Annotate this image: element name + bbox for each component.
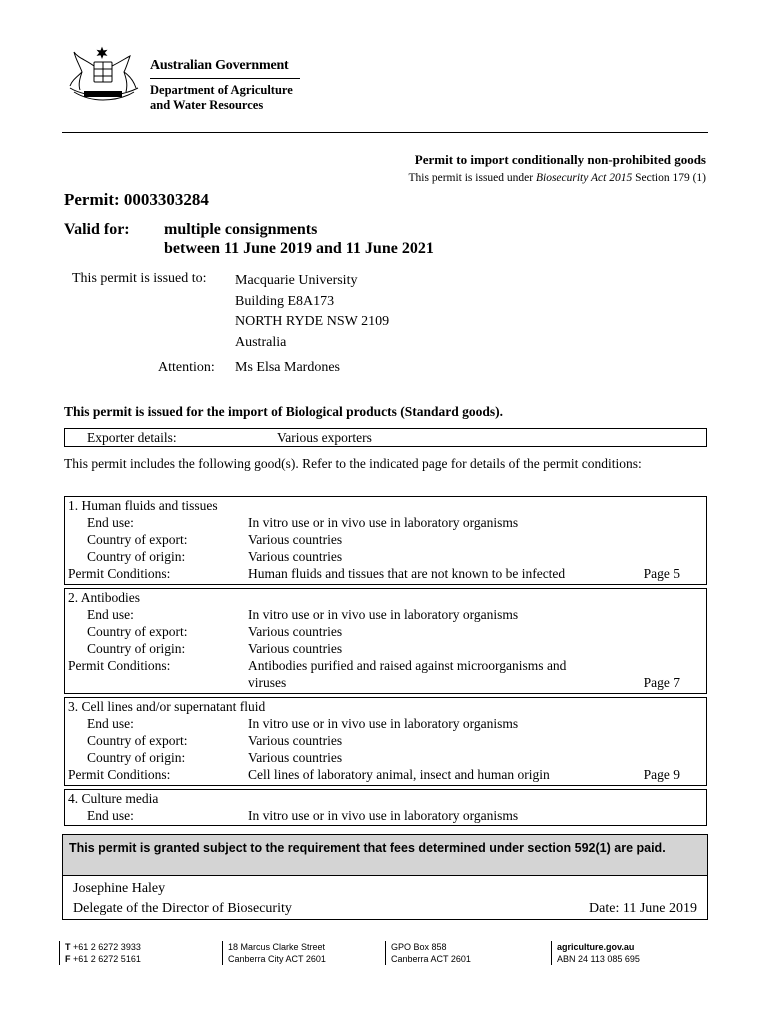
conditions-value: Antibodies purified and raised against microorganisms and [248,658,567,673]
department-name [150,83,293,113]
goods-item-4 [64,789,707,826]
issue-date: Date: 11 June 2019 [589,901,697,916]
phone-number: +61 2 6272 3933 [73,942,141,952]
issued-to-label: This permit is issued to: [72,271,207,286]
goods-item-2 [64,588,707,694]
conditions-value: Cell lines of laboratory animal, insect and human origin [248,767,550,782]
street-line-2: Canberra City ACT 2601 [228,954,326,964]
valid-date-range: between 11 June 2019 and 11 June 2021 [164,240,434,257]
country-export-value: Various countries [248,532,343,547]
end-use-value: In vitro use or in vivo use in laboratory organisms [248,607,519,622]
goods-title: 1. Human fluids and tissues [68,498,218,513]
po-line-1: GPO Box 858 [391,942,447,952]
footer-postal-address [385,941,471,965]
conditions-value: Human fluids and tissues that are not known to be infected [248,566,566,581]
goods-item-3 [64,697,707,786]
website-link[interactable]: agriculture.gov.au [557,942,635,952]
fax-label: F [65,954,71,964]
exporter-label: Exporter details: [87,430,177,445]
conditions-label: Permit Conditions: [68,767,171,782]
goods-title: 4. Culture media [68,791,159,806]
end-use-label: End use: [87,808,134,823]
end-use-label: End use: [87,515,134,530]
grant-condition: This permit is granted subject to the requirement that fees determined under section 592(1) are paid. [63,835,707,876]
end-use-label: End use: [87,607,134,622]
fax-number: +61 2 6272 5161 [73,954,141,964]
country-origin-label: Country of origin: [87,641,186,656]
government-title: Australian Government [150,58,289,73]
country-origin-value: Various countries [248,641,343,656]
country-export-label: Country of export: [87,532,188,547]
phone-label: T [65,942,71,952]
footer-contact [59,941,141,965]
signer-role: Delegate of the Director of Biosecurity [73,901,292,916]
country-export-label: Country of export: [87,733,188,748]
department-line-2: and Water Resources [150,98,264,112]
address-line: Australia [235,334,287,350]
goods-intro-text: This permit includes the following good(s). Refer to the indicated page for details of the permit conditions: [64,456,642,471]
street-line-1: 18 Marcus Clarke Street [228,942,326,952]
exporter-details-box [64,428,707,447]
coat-of-arms-icon [64,42,146,106]
footer-street-address [222,941,326,965]
conditions-page: Page 7 [643,675,680,690]
grant-signature-box [62,834,708,920]
goods-item-1 [64,496,707,585]
end-use-value: In vitro use or in vivo use in laboratory organisms [248,716,519,731]
permit-purpose: This permit is issued for the import of Biological products (Standard goods). [64,404,504,419]
valid-consignments: multiple consignments [164,221,318,238]
country-export-value: Various countries [248,733,343,748]
country-export-label: Country of export: [87,624,188,639]
country-origin-value: Various countries [248,549,343,564]
country-origin-label: Country of origin: [87,549,186,564]
country-export-value: Various countries [248,624,343,639]
end-use-value: In vitro use or in vivo use in laboratory organisms [248,515,519,530]
valid-for-label: Valid for: [64,221,130,238]
signer-name: Josephine Haley [73,881,166,896]
address-line: NORTH RYDE NSW 2109 [235,314,390,329]
goods-title: 3. Cell lines and/or supernatant fluid [68,699,266,714]
conditions-value-cont: viruses [248,675,287,690]
exporter-value: Various exporters [277,430,372,445]
country-origin-value: Various countries [248,750,343,765]
attention-value: Ms Elsa Mardones [235,360,340,375]
conditions-page: Page 9 [643,767,680,782]
attention-label: Attention: [158,360,215,375]
goods-title: 2. Antibodies [68,590,141,605]
conditions-label: Permit Conditions: [68,658,171,673]
permit-act-reference: This permit is issued under Biosecurity Act 2015 Section 179 (1) [408,172,706,184]
page-header-rule [62,132,708,133]
address-line: Building E8A173 [235,293,335,309]
end-use-label: End use: [87,716,134,731]
address-line: Macquarie University [235,273,358,288]
permit-number: Permit: 0003303284 [64,190,209,209]
permit-type: Permit to import conditionally non-prohibited goods [414,152,706,167]
abn: ABN 24 113 085 695 [557,954,640,964]
conditions-page: Page 5 [643,566,680,581]
header-divider [150,78,300,79]
conditions-label: Permit Conditions: [68,566,171,581]
end-use-value: In vitro use or in vivo use in laboratory organisms [248,808,519,823]
department-line-1: Department of Agriculture [150,83,293,97]
country-origin-label: Country of origin: [87,750,186,765]
footer-web [551,941,640,965]
po-line-2: Canberra ACT 2601 [391,954,471,964]
issued-to-address [235,271,389,353]
